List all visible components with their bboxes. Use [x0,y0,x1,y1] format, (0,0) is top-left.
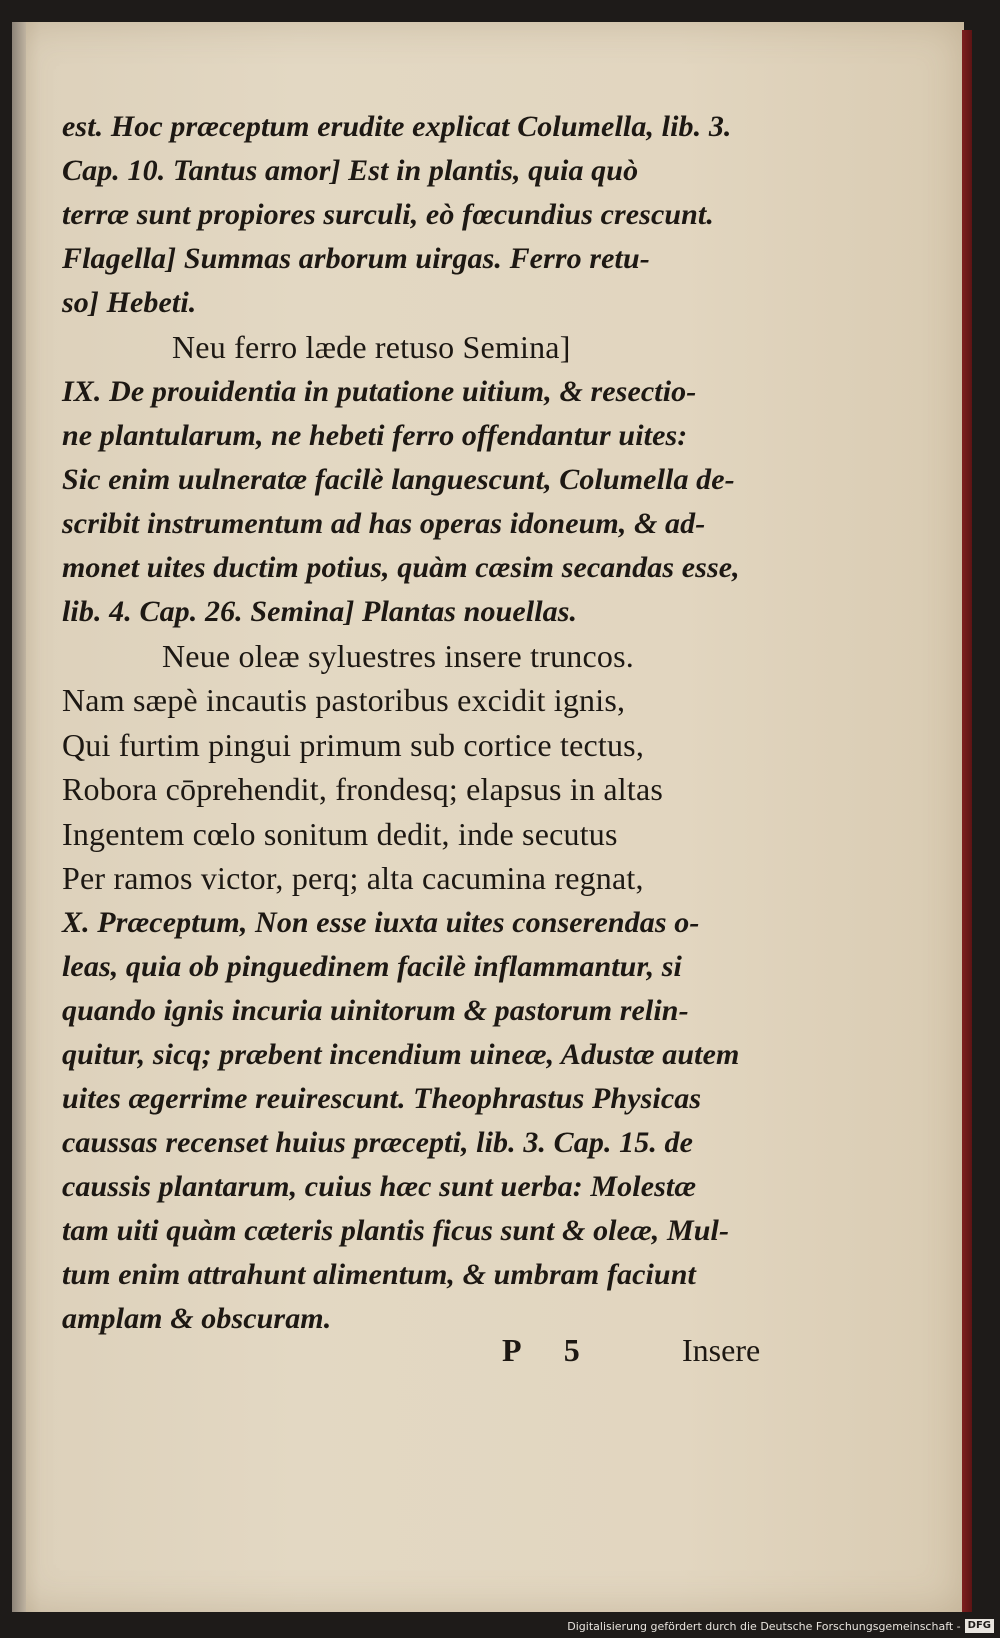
book-page [12,22,964,1612]
commentary-line: Sic enim uulneratæ facilè languescunt, Columella de- [62,462,735,496]
commentary-line: tum enim attrahunt alimentum, & umbram faciunt [62,1257,696,1291]
commentary-line: amplam & obscuram. [62,1301,332,1335]
commentary-line: Flagella] Summas arborum uirgas. Ferro retu- [62,242,650,275]
verse-line: Per ramos victor, perq; alta cacumina regnat, [62,860,644,896]
digitization-credit [567,1618,994,1634]
signature-mark: P 5 [502,1332,598,1368]
commentary-line: uites ægerrime reuirescunt. Theophrastus Physicas [62,1081,702,1115]
commentary-line: quitur, sicq; præbent incendium uineæ, Adustæ autem [62,1037,740,1071]
commentary-line: est. Hoc præceptum erudite explicat Columella, lib. 3. [62,110,732,143]
commentary-line: monet uites ductim potius, quàm cæsim secandas esse, [62,550,740,584]
credit-text: Digitalisierung gefördert durch die Deutsche Forschungsgemeinschaft - [567,1619,961,1633]
binding-edge [962,30,972,1612]
page-gutter [12,22,26,1612]
page-text [62,105,804,1341]
commentary-line: Cap. 10. Tantus amor] Est in plantis, quia quò [62,154,639,187]
commentary-line: X. Præceptum, Non esse iuxta uites conserendas o- [62,905,700,939]
verse-line: Ingentem cœlo sonitum dedit, inde secutus [62,815,618,852]
verse-line: Qui furtim pingui primum sub cortice tectus, [62,726,645,763]
commentary-line: caussas recenset huius præcepti, lib. 3. Cap. 15. de [62,1125,694,1159]
commentary-line: tam uiti quàm cæteris plantis ficus sunt & oleæ, Mul- [62,1213,730,1247]
dfg-logo-icon: DFG [965,1619,994,1633]
commentary-line: leas, quia ob pinguedinem facilè inflammantur, si [62,949,682,983]
page-footer [62,1332,804,1376]
commentary-line: lib. 4. Cap. 26. Semina] Plantas nouellas. [62,594,578,628]
lemma-line: Neu ferro læde retuso Semina] [172,329,571,365]
verse-line: Robora cōprehendit, frondesq; elapsus in altas [62,771,664,807]
commentary-line: scribit instrumentum ad has operas idoneum, & ad- [62,506,706,540]
commentary-line: so] Hebeti. [62,286,197,319]
verse-line: Neue oleæ syluestres insere truncos. [162,637,634,674]
catchword: Insere [682,1332,761,1368]
commentary-line: quando ignis incuria uinitorum & pastorum relin- [62,993,689,1027]
verse-line: Nam sæpè incautis pastoribus excidit ignis, [62,682,626,718]
commentary-line: caussis plantarum, cuius hæc sunt uerba: Molestæ [62,1169,697,1203]
commentary-line: terræ sunt propiores surculi, eò fœcundius crescunt. [62,198,714,231]
commentary-line: ne plantularum, ne hebeti ferro offendantur uites: [62,418,688,452]
commentary-line: IX. De prouidentia in putatione uitium, & resectio- [62,374,697,408]
